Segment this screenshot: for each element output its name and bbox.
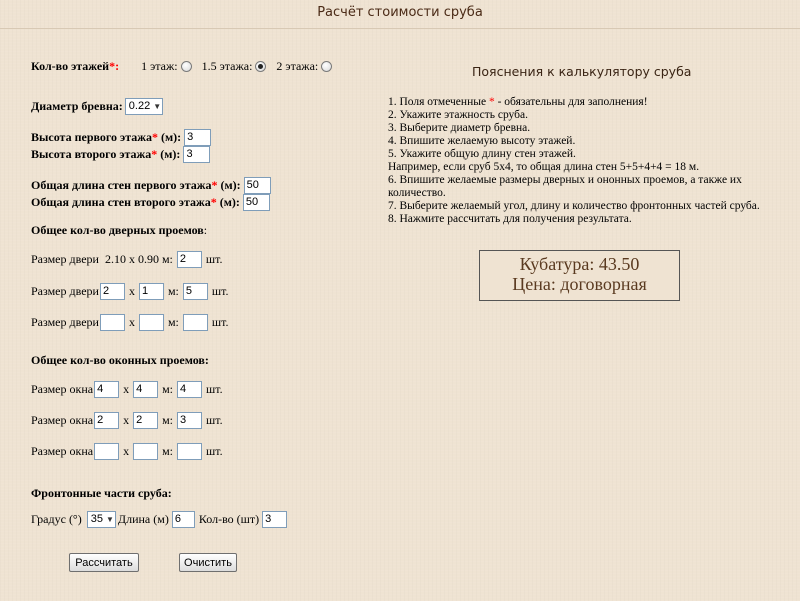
window-2-height-input[interactable] — [133, 412, 158, 429]
gables-angle-select[interactable]: 35 ▼ — [87, 511, 116, 528]
height2-label: Высота второго этажа* (м): — [31, 146, 181, 161]
door-2-count-input[interactable] — [183, 283, 208, 300]
height2-input[interactable] — [183, 146, 210, 163]
door-fixed-w: 0.90 — [137, 251, 159, 266]
window-2-width-input[interactable] — [94, 412, 119, 429]
help-item: 7. Выберите желаемый угол, длину и количество фронтонных частей сруба. — [388, 200, 760, 212]
door-row-3: Размер двери x м: шт. — [31, 314, 229, 329]
window-1-height-input[interactable] — [133, 381, 158, 398]
door-row-2-label: Размер двери — [31, 283, 99, 298]
door-2-height-input[interactable] — [139, 283, 164, 300]
door-row-2: Размер двери 2 x 1 м: 5 шт. — [31, 280, 231, 302]
help-item: 2. Укажите этажность сруба. — [388, 109, 528, 121]
help-title: Пояснения к калькулятору сруба — [472, 64, 692, 79]
page-title: Расчёт стоимости сруба — [317, 5, 483, 20]
result-volume: Кубатура: 43.50 — [519, 254, 640, 274]
diameter-label: Диаметр бревна: — [31, 98, 123, 113]
help-item: 5. Укажите общую длину стен этажей. — [388, 148, 576, 160]
floors-label: Кол-во этажей*: — [31, 58, 120, 73]
height1-label: Высота первого этажа* (м): — [31, 129, 182, 144]
help-item: 1. Поля отмеченные * - обязательны для заполнения! — [388, 96, 648, 108]
diameter-select[interactable] — [125, 98, 163, 115]
help-item: 6. Впишите желаемые размеры дверных и ононных проемов, а также их количество. — [388, 174, 742, 199]
title-divider — [0, 28, 800, 29]
floors-row — [31, 55, 342, 77]
doors-heading: Общее кол-во дверных проемов : — [31, 222, 208, 237]
gables-angle-label: Градус (°) — [31, 511, 82, 526]
help-list — [388, 96, 788, 226]
diameter-select-value: 0.22 — [128, 100, 151, 112]
walls1-label: Общая длина стен первого этажа* (м): — [31, 177, 241, 192]
window-1-count-input[interactable] — [177, 381, 202, 398]
clear-button[interactable]: Очистить — [179, 553, 237, 572]
gables-length-input[interactable] — [172, 511, 195, 528]
window-row-1: Размер окна 4 x 4 м: 4 шт. — [31, 378, 226, 400]
floors-radio-1-5[interactable] — [255, 61, 266, 72]
window-row-2: Размер окна 2 x 2 м: 3 шт. — [31, 409, 226, 431]
window-2-count-input[interactable] — [177, 412, 202, 429]
gables-count-label: Кол-во (шт) — [198, 511, 260, 526]
floors-option-3-label: 2 этажа: — [276, 58, 319, 73]
door-fixed-count-input[interactable] — [177, 251, 202, 268]
door-fixed-row: Размер двери 2.10 x 0.90 м: 2 шт. — [31, 248, 225, 270]
gables-count-input[interactable] — [262, 511, 287, 528]
window-3-width-input[interactable] — [94, 443, 119, 460]
window-3-height-input[interactable] — [133, 443, 158, 460]
walls2-input[interactable] — [243, 194, 270, 211]
door-3-height-input[interactable] — [139, 314, 164, 331]
result-price: Цена: договорная — [512, 274, 647, 294]
help-item: Например, если сруб 5х4, то общая длина стен 5+5+4+4 = 18 м. — [388, 161, 700, 173]
door-fixed-h: 2.10 — [104, 251, 126, 266]
chevron-down-icon: ▼ — [105, 514, 114, 524]
gables-heading: Фронтонные части сруба: — [31, 485, 172, 500]
windows-heading: Общее кол-во оконных проемов: — [31, 352, 209, 367]
window-row-3: Размер окна x м: шт. — [31, 443, 223, 458]
window-3-count-input[interactable] — [177, 443, 202, 460]
diameter-row — [31, 95, 165, 117]
calculate-button[interactable]: Рассчитать — [69, 553, 139, 572]
floors-radio-2[interactable] — [321, 61, 332, 72]
door-2-width-input[interactable] — [100, 283, 125, 300]
help-item: 3. Выберите диаметр бревна. — [388, 122, 531, 134]
walls2-label: Общая длина стен второго этажа* (м): — [31, 194, 240, 209]
help-item: 4. Впишите желаемую высоту этажей. — [388, 135, 576, 147]
floors-radio-1[interactable] — [181, 61, 192, 72]
chevron-down-icon: ▼ — [153, 101, 162, 111]
door-3-width-input[interactable] — [100, 314, 125, 331]
required-mark: *: — [109, 58, 120, 73]
walls2-row — [31, 191, 271, 213]
window-1-width-input[interactable] — [94, 381, 119, 398]
floors-option-1-label: 1 этаж: — [141, 58, 178, 73]
door-3-count-input[interactable] — [183, 314, 208, 331]
floors-option-2-label: 1.5 этажа: — [201, 58, 253, 73]
help-item: 8. Нажмите рассчитать для получения результата. — [388, 213, 632, 225]
gables-row — [31, 508, 288, 530]
gables-length-label: Длина (м) — [117, 511, 169, 526]
door-row-3-label: Размер двери — [31, 314, 99, 329]
door-fixed-label: Размер двери — [31, 251, 99, 266]
height2-row — [31, 143, 211, 165]
result-box — [479, 250, 680, 301]
